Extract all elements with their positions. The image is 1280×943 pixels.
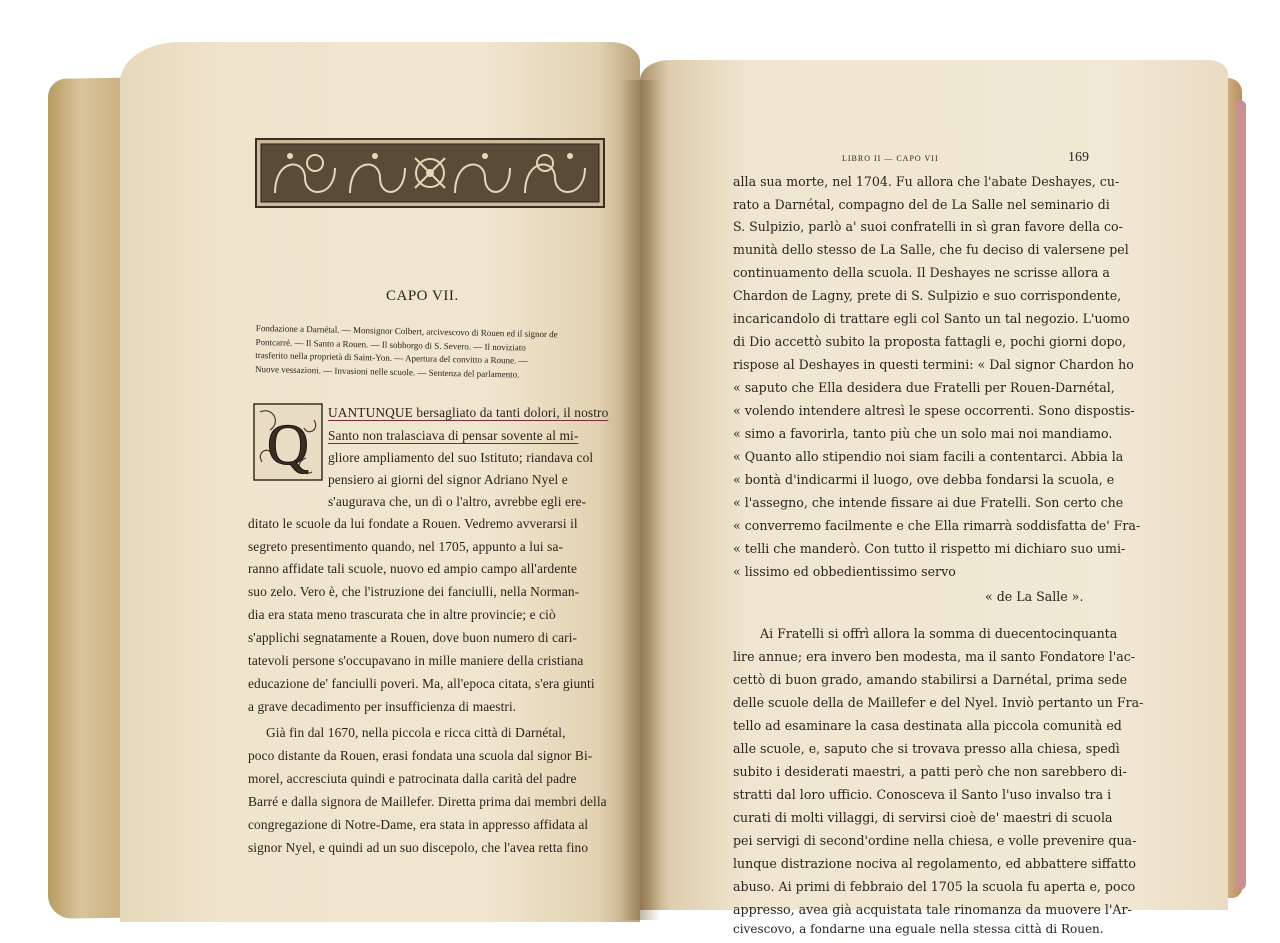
chapter-title: CAPO VII. [386,288,459,304]
text-line: Chardon de Lagny, prete di S. Sulpizio e suo corrispondente, [733,288,1122,303]
text-line: rispose al Deshayes in questi termini: « Dal signor Chardon ho [733,357,1134,372]
book-cover-edge [1236,100,1246,890]
dropcap-letter: Q [267,412,309,477]
ornamental-dropcap [252,402,324,482]
text-line: « volendo intendere altresì le spese occorrenti. Sono dispostis- [733,403,1135,418]
text-line: tello ad esaminare la casa destinata alla piccola comunità ed [733,718,1122,733]
text-line: di Dio accettò subito la proposta fattagli e, pochi giorni dopo, [733,334,1127,349]
text-line: UANTUNQUE bersagliato da tanti dolori, il nostro [328,405,609,420]
summary-line: trasferito nella proprietà di Saint-Yon. — Apertura del convitto a Roune. — [255,349,528,366]
text-line: Ai Fratelli si offrì allora la somma di duecentocinquanta [760,626,1118,641]
text-line: educazione de' fanciulli poveri. Ma, all'epoca citata, s'era giunti [248,676,595,691]
text-line: signor Nyel, e quindi ad un suo discepolo, che l'avea retta fino [248,840,589,855]
chapter-summary [255,322,606,383]
text-line: « telli che manderò. Con tutto il rispetto mi dichiaro suo umi- [733,541,1126,556]
text-line: alla sua morte, nel 1704. Fu allora che l'abate Deshayes, cu- [733,174,1120,189]
running-head: LIBRO II — CAPO VII [842,154,939,163]
text-line: abuso. Ai primi di febbraio del 1705 la scuola fu aperta e, poco [733,879,1136,894]
ornamental-header-band [255,138,605,208]
text-line: civescovo, a fondarne una eguale nella stessa città di Rouen. [733,922,1104,936]
text-line: delle scuole della de Maillefer e del Nyel. Inviò pertanto un Fra- [733,695,1144,710]
text-line: « simo a favorirla, tanto più che un solo mai noi mandiamo. [733,426,1113,441]
text-line: Barré e dalla signora de Maillefer. Diretta prima dai membri della [248,794,607,809]
text-line: lire annue; era invero ben modesta, ma il santo Fondatore l'ac- [733,649,1136,664]
text-line: « lissimo ed obbedientissimo servo [733,564,956,579]
text-line: s'applichi segnatamente a Rouen, dove buon numero di cari- [248,630,578,645]
text-line: pei servigi di second'ordine nella chiesa, e volle prevenire qua- [733,833,1137,848]
text-line: Già fin dal 1670, nella piccola e ricca città di Darnétal, [266,725,566,740]
text-line: cettò di buon grado, amando stabilirsi a Darnétal, prima sede [733,672,1128,687]
text-line: « l'assegno, che intende fissare ai due Fratelli. Son certo che [733,495,1124,510]
text-line: poco distante da Rouen, erasi fondata una scuola dal signor Bi- [248,748,593,763]
text-line: « Quanto allo stipendio noi siam facili a contentarci. Abbia la [733,449,1124,464]
summary-line: Pontcarré. — Il Santo a Rouen. — Il sobborgo di S. Severo. — Il noviziato [255,336,526,353]
text-line: ditato le scuole da lui fondate a Rouen. Vedremo avverarsi il [248,516,578,531]
text-line: s'augurava che, un dì o l'altro, avrebbe egli ere- [328,494,587,509]
book-gutter [620,80,660,920]
text-line: segreto presentimento quando, nel 1705, appunto a lui sa- [248,539,564,554]
text-line: continuamento della scuola. Il Deshayes ne scrisse allora a [733,265,1110,280]
text-line: S. Sulpizio, parlò a' suoi confratelli in sì gran favore della co- [733,219,1123,234]
signature: « de La Salle ». [985,589,1084,604]
text-line: curati di molti villaggi, di servirsi cioè de' maestri di scuola [733,810,1113,825]
text-line: « converremo facilmente e che Ella rimarrà soddisfatta de' Fra- [733,518,1141,533]
summary-line: Fondazione a Darnétal. — Monsignor Colbert, arcivescovo di Rouen ed il signor de [255,322,558,340]
text-line: alle scuole, e, saputo che si trovava presso alla chiesa, spedì [733,741,1120,756]
text-line: munità dello stesso de La Salle, che fu deciso di valersene pel [733,242,1129,257]
page-number: 169 [1068,150,1089,165]
text-line: « bontà d'indicarmi il luogo, ove debba fondarsi la scuola, e [733,472,1115,487]
summary-line: Nuove vessazioni. — Invasioni nelle scuole. — Sentenza del parlamento. [254,363,520,380]
text-line: a grave decadimento per insufficienza di maestri. [248,699,517,714]
text-line: Santo non tralasciava di pensar sovente al mi- [328,428,579,443]
text-line: dia era stata meno trascurata che in altre provincie; e ciò [248,607,556,622]
text-line: « saputo che Ella desidera due Fratelli per Rouen-Darnétal, [733,380,1115,395]
text-line: tatevoli persone s'occupavano in mille maniere della cristiana [248,653,584,668]
text-line: gliore ampliamento del suo Istituto; riandava col [328,450,594,465]
text-line: congregazione di Notre-Dame, era stata in appresso affidata al [248,817,589,832]
text-line: appresso, avea già acquistata tale rinomanza da muovere l'Ar- [733,902,1132,917]
text-line: subito i desiderati maestri, a patti però che non sarebbero di- [733,764,1127,779]
text-line: pensiero ai giorni del signor Adriano Nyel e [328,472,568,487]
text-line: incaricandolo di trattare egli col Santo un tal negozio. L'uomo [733,311,1130,326]
text-line: ranno affidate tali scuole, nuovo ed ampio campo all'ardente [248,561,578,576]
text-line: stratti dal loro ufficio. Conosceva il Santo l'uso invalso tra i [733,787,1112,802]
text-line: morel, accresciuta quindi e patrocinata dalla carità del padre [248,771,577,786]
text-line: lunque distrazione nociva al regolamento, ed abbattere siffatto [733,856,1136,871]
text-line: suo zelo. Vero è, che l'istruzione dei fanciulli, nella Norman- [248,584,580,599]
text-line: rato a Darnétal, compagno del de La Salle nel seminario di [733,197,1110,212]
